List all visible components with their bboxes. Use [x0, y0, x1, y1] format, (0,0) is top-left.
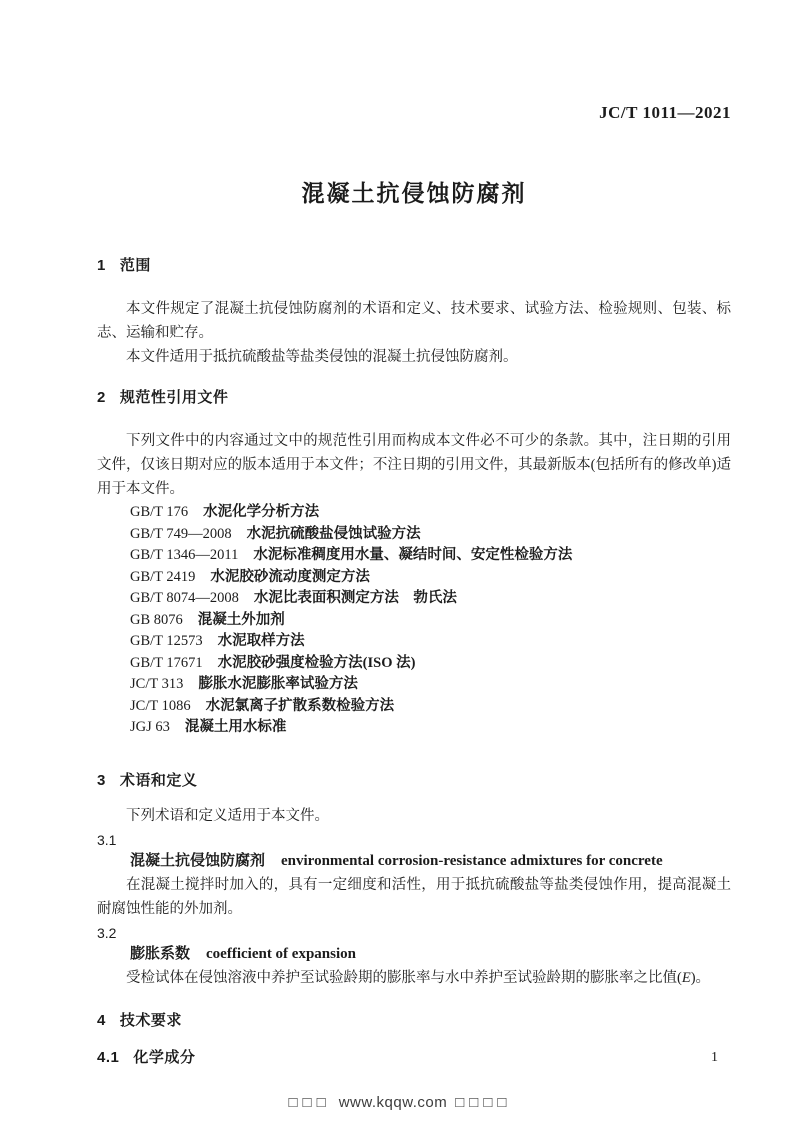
- reference-item: [130, 717, 731, 739]
- section-number: 3: [97, 771, 106, 789]
- term-entry-3-2: [97, 943, 731, 965]
- term-entry-3-1: [97, 850, 731, 872]
- subsection-heading-chemical: [97, 1046, 731, 1067]
- reference-item: [130, 524, 731, 546]
- footer-watermark: [0, 1094, 800, 1111]
- reference-item: [130, 631, 731, 653]
- section-title: 术语和定义: [119, 771, 198, 789]
- reference-code: JC/T 313: [130, 676, 184, 692]
- reference-name: 水泥化学分析方法: [203, 504, 320, 520]
- subsection-title: 化学成分: [133, 1048, 196, 1066]
- reference-name: 水泥比表面积测定方法 勃氏法: [253, 590, 457, 606]
- footer-url: www.kqqw.com: [338, 1094, 448, 1111]
- term-en: environmental corrosion-resistance admixtures for concrete: [281, 852, 663, 869]
- footer-boxes-left: □□□: [288, 1094, 331, 1111]
- section-heading-technical: [97, 1009, 731, 1030]
- reference-code: GB/T 1346—2011: [130, 547, 239, 563]
- reference-code: GB/T 12573: [130, 633, 203, 649]
- reference-list: [97, 502, 731, 739]
- scope-paragraph-2: 本文件适用于抵抗硫酸盐等盐类侵蚀的混凝土抗侵蚀防腐剂。: [126, 349, 518, 365]
- reference-code: GB/T 17671: [130, 654, 203, 671]
- reference-name: 水泥标准稠度用水量、凝结时间、安定性检验方法: [253, 547, 573, 563]
- section-number: 4: [97, 1011, 106, 1029]
- term-en: coefficient of expansion: [206, 945, 356, 962]
- section-title: 规范性引用文件: [119, 389, 229, 406]
- section-heading-references: [97, 386, 731, 407]
- reference-code: JC/T 1086: [130, 697, 191, 714]
- reference-name: 混凝土用水标准: [184, 719, 287, 735]
- reference-item: [130, 674, 731, 696]
- reference-item: [130, 696, 731, 718]
- term-number-3-1: 3.1: [97, 831, 117, 848]
- reference-code: GB/T 176: [130, 504, 189, 520]
- definition-text: 受检试体在侵蚀溶液中养护至试验龄期的膨胀率与水中养护至试验龄期的膨胀率之比值(: [126, 969, 682, 986]
- term-definition-3-1: 在混凝土搅拌时加入的，具有一定细度和活性，用于抵抗硫酸盐等盐类侵蚀作用，提高混凝土耐腐蚀性能的外加剂。: [97, 876, 731, 917]
- section-number: 2: [97, 389, 106, 406]
- document-code: JC/T 1011—2021: [599, 103, 731, 122]
- section-heading-scope: [97, 254, 731, 275]
- reference-code: GB/T 8074—2008: [130, 590, 239, 606]
- reference-name: 水泥胶砂流动度测定方法: [210, 568, 370, 585]
- reference-name: 水泥氯离子扩散系数检验方法: [205, 697, 395, 714]
- reference-name: 膨胀水泥膨胀率试验方法: [198, 676, 358, 692]
- reference-item: [130, 588, 731, 610]
- reference-code: GB 8076: [130, 611, 183, 628]
- reference-item: [130, 653, 731, 675]
- reference-code: JGJ 63: [130, 719, 170, 735]
- reference-name: 水泥胶砂强度检验方法(ISO 法): [217, 654, 416, 671]
- symbol-e: E: [681, 969, 691, 986]
- document-title: 混凝土抗侵蚀防腐剂: [301, 180, 527, 206]
- reference-code: GB/T 749—2008: [130, 525, 232, 542]
- reference-code: GB/T 2419: [130, 568, 196, 585]
- definition-text: )。: [690, 969, 711, 986]
- term-zh: 混凝土抗侵蚀防腐剂: [130, 851, 266, 869]
- section-title: 范围: [119, 257, 151, 274]
- section-heading-terms: [97, 769, 731, 790]
- term-number-3-2: 3.2: [97, 924, 117, 941]
- reference-item: [130, 567, 731, 589]
- reference-item: [130, 502, 731, 524]
- reference-item: [130, 610, 731, 632]
- page-content: [97, 0, 731, 1067]
- term-definition-3-2: [97, 966, 731, 990]
- reference-name: 水泥抗硫酸盐侵蚀试验方法: [246, 525, 421, 542]
- subsection-number: 4.1: [97, 1048, 120, 1066]
- reference-name: 水泥取样方法: [217, 633, 305, 649]
- term-zh: 膨胀系数: [130, 944, 191, 962]
- section-title: 技术要求: [119, 1011, 182, 1029]
- scope-paragraph-1: 本文件规定了混凝土抗侵蚀防腐剂的术语和定义、技术要求、试验方法、检验规则、包装、标志、运输和贮存。: [97, 301, 731, 341]
- reference-name: 混凝土外加剂: [197, 611, 285, 628]
- terms-intro: 下列术语和定义适用于本文件。: [126, 807, 329, 824]
- references-intro: 下列文件中的内容通过文中的规范性引用而构成本文件必不可少的条款。其中，注日期的引用文件，仅该日期对应的版本适用于本文件；不注日期的引用文件，其最新版本(包括所有的修改单)适用于本文件。: [97, 433, 731, 497]
- reference-item: [130, 545, 731, 567]
- page-number: 1: [711, 1050, 718, 1065]
- section-number: 1: [97, 257, 106, 274]
- footer-boxes-right: □□□□: [455, 1094, 512, 1111]
